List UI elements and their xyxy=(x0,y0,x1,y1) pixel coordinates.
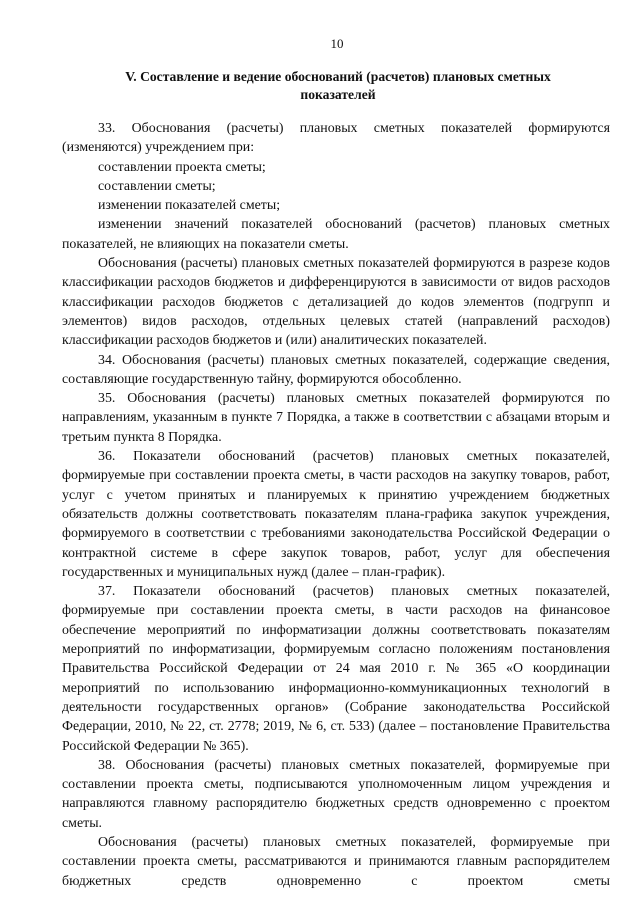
paragraph-33-detail: Обоснования (расчеты) плановых сметных показателей формируются в разрезе кодов классификации расходов бюджетов и дифференцируются в зависимости от видов расходов классификации расходов бюджетов с детализацией до кодов элементов (подгрупп и элементов) видов расходов, отдельных целевых статей (направлений расходов) классификации расходов бюджетов и (или) аналитических показателей. xyxy=(62,256,610,349)
paragraph-36: 36. Показатели обоснований (расчетов) плановых сметных показателей, формируемые при составлении проекта сметы, в части расходов на закупку товаров, работ, услуг с учетом принятых и планируемых к принятию учреждением бюджетных обязательств должны соответствовать показателям плана-графика закупок учреждения, формируемого в соответствии с требованиями законодательства Российской Федерации о контрактной системе в сфере закупок товаров, работ, услуг для обеспечения государственных и муниципальных нужд (далее – план-график). xyxy=(62,449,610,580)
document-body xyxy=(62,119,610,891)
list-item-draft-estimate: составлении проекта сметы; xyxy=(98,159,266,175)
section-heading xyxy=(84,68,592,104)
paragraph-37: 37. Показатели обоснований (расчетов) плановых сметных показателей, формируемые при составлении проекта сметы, в части расходов на финансовое обеспечение мероприятий по информатизации должны соответствовать показателям мероприятий по информатизации, формируемым согласно положениям постановления Правительства Российской Федерации от 24 мая 2010 г. № 365 «О координации мероприятий по использованию информационно-коммуникационных технологий в деятельности государственных органов» (Собрание законодательства Российской Федерации, 2010, № 22, ст. 2778; 2019, № 6, ст. 533) (далее – постановление Правительства Российской Федерации № 365). xyxy=(62,584,610,754)
page-number: 10 xyxy=(330,36,344,51)
paragraph-34: 34. Обоснования (расчеты) плановых сметных показателей, содержащие сведения, составляющие государственную тайну, формируются обособленно. xyxy=(62,352,610,387)
paragraph-35: 35. Обоснования (расчеты) плановых сметных показателей формируются по направлениям, указанным в пункте 7 Порядка, а также в соответствии с абзацами вторым и третьим пункта 8 Порядка. xyxy=(62,391,610,445)
list-item-change-estimate: изменении показателей сметы; xyxy=(98,198,281,214)
paragraph-38-review: Обоснования (расчеты) плановых сметных показателей, формируемые при составлении проекта сметы, рассматриваются и принимаются главным распорядителем бюджетных средств одновременно с проектом сметы xyxy=(62,834,610,889)
section-heading-line-2: показателей xyxy=(300,87,376,102)
paragraph-38: 38. Обоснования (расчеты) плановых сметных показателей, формируемые при составлении проекта сметы, подписываются уполномоченным лицом учреждения и направляются главному распорядителю бюджетных средств одновременно с проектом сметы. xyxy=(62,757,610,831)
paragraph-33: 33. Обоснования (расчеты) плановых сметных показателей формируются (изменяются) учреждением при: xyxy=(62,121,610,156)
list-item-estimate: составлении сметы; xyxy=(98,178,216,194)
section-heading-line-1: V. Составление и ведение обоснований (расчетов) плановых сметных xyxy=(125,69,551,84)
list-item-change-values: изменении значений показателей обоснований (расчетов) плановых сметных показателей, не влияющих на показатели сметы. xyxy=(62,217,610,252)
